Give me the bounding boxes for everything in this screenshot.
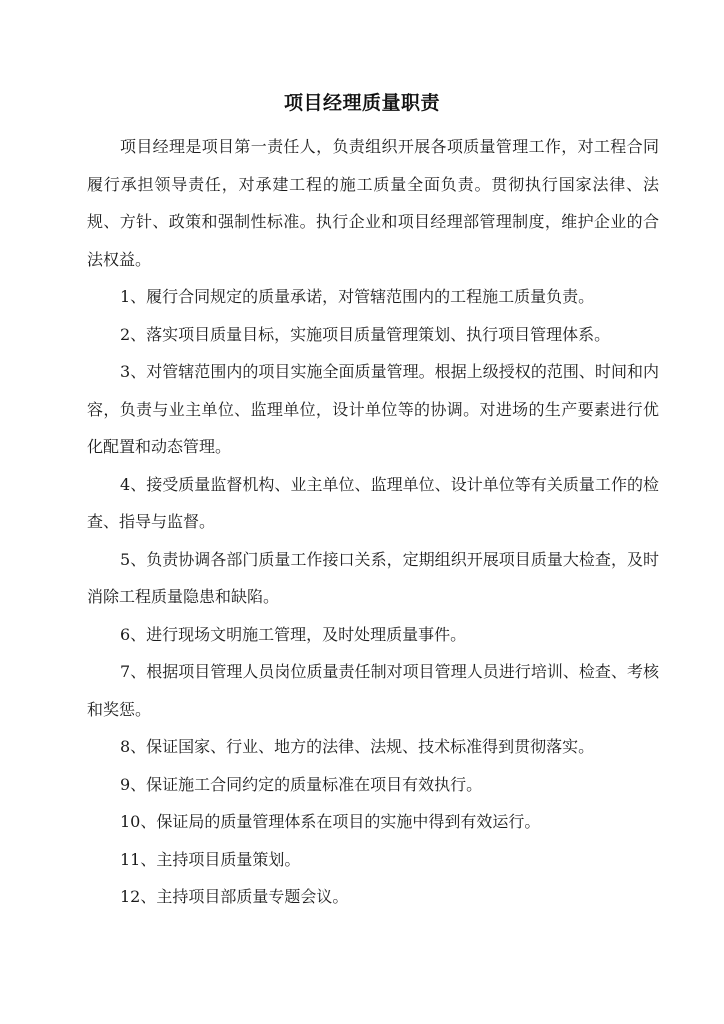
intro-paragraph: 项目经理是项目第一责任人，负责组织开展各项质量管理工作，对工程合同履行承担领导责任，对承建工程的施工质量全面负责。贯彻执行国家法律、法规、方针、政策和强制性标准。执行企业和项目经理部管理制度，维护企业的合法权益。 [87,137,659,269]
responsibility-item-5: 5、负责协调各部门质量工作接口关系，定期组织开展项目质量大检查，及时消除工程质量隐患和缺陷。 [87,549,659,606]
document-body [87,128,659,916]
responsibility-item-3: 3、对管辖范围内的项目实施全面质量管理。根据上级授权的范围、时间和内容，负责与业主单位、监理单位，设计单位等的协调。对进场的生产要素进行优化配置和动态管理。 [87,362,659,456]
responsibility-item-10: 10、保证局的质量管理体系在项目的实施中得到有效运行。 [120,812,541,831]
responsibility-item-2: 2、落实项目质量目标，实施项目质量管理策划、执行项目管理体系。 [120,324,611,344]
responsibility-item-12: 12、主持项目部质量专题会议。 [120,887,349,906]
responsibility-item-1: 1、履行合同规定的质量承诺，对管辖范围内的工程施工质量负责。 [120,287,595,306]
responsibility-item-7: 7、根据项目管理人员岗位质量责任制对项目管理人员进行培训、检查、考核和奖惩。 [87,662,659,719]
responsibility-item-11: 11、主持项目质量策划。 [120,849,301,869]
document-title: 项目经理质量职责 [283,92,440,114]
responsibility-item-4: 4、接受质量监督机构、业主单位、监理单位、设计单位等有关质量工作的检查、指导与监督。 [87,474,659,531]
responsibility-item-6: 6、进行现场文明施工管理，及时处理质量事件。 [120,624,467,644]
responsibility-item-9: 9、保证施工合同约定的质量标准在项目有效执行。 [120,774,483,794]
responsibility-item-8: 8、保证国家、行业、地方的法律、法规、技术标准得到贯彻落实。 [120,737,595,756]
